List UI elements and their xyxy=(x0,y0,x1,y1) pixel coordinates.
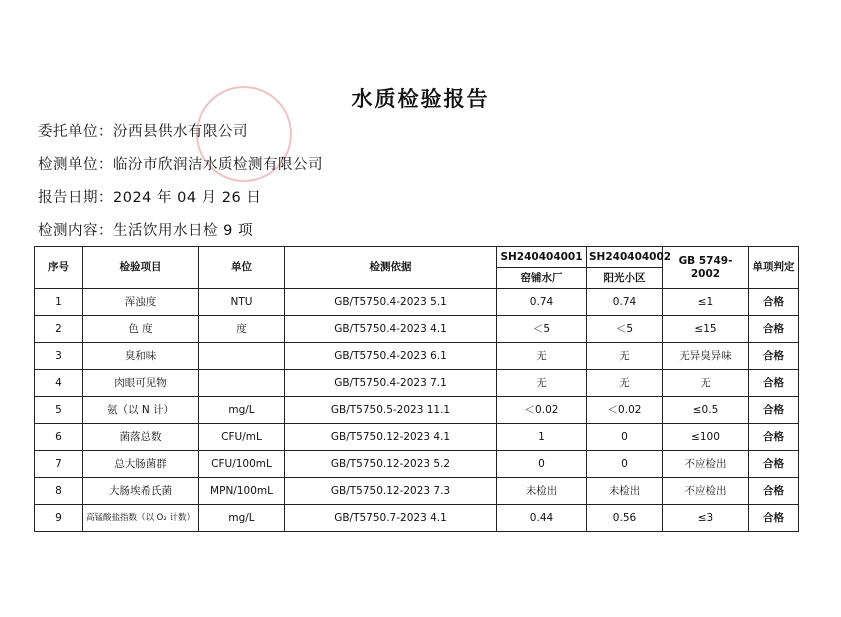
cell-judge: 合格 xyxy=(749,397,799,424)
client-line: 委托单位：汾西县供水有限公司 xyxy=(38,124,248,140)
header-unit: 单位 xyxy=(199,247,285,289)
cell-item: 大肠埃希氏菌 xyxy=(83,478,199,505)
cell-unit: MPN/100mL xyxy=(199,478,285,505)
cell-judge: 合格 xyxy=(749,505,799,532)
cell-limit: ≤3 xyxy=(663,505,749,532)
cell-item: 肉眼可见物 xyxy=(83,370,199,397)
cell-limit: ≤15 xyxy=(663,316,749,343)
cell-sample1: 未检出 xyxy=(497,478,587,505)
content-line: 检测内容：生活饮用水日检 9 项 xyxy=(38,223,253,239)
cell-no: 2 xyxy=(35,316,83,343)
cell-unit: 度 xyxy=(199,316,285,343)
cell-no: 9 xyxy=(35,505,83,532)
cell-sample1: 无 xyxy=(497,343,587,370)
cell-judge: 合格 xyxy=(749,370,799,397)
header-row xyxy=(35,247,799,268)
cell-unit: mg/L xyxy=(199,505,285,532)
cell-sample2: 无 xyxy=(587,370,663,397)
tester-line: 检测单位：临汾市欣润洁水质检测有限公司 xyxy=(38,157,323,173)
cell-limit: 不应检出 xyxy=(663,451,749,478)
table-row xyxy=(35,424,799,451)
cell-item: 氨（以 N 计） xyxy=(83,397,199,424)
cell-basis: GB/T5750.12-2023 5.2 xyxy=(285,451,497,478)
table-row xyxy=(35,478,799,505)
table-row xyxy=(35,505,799,532)
cell-sample1: ＜0.02 xyxy=(497,397,587,424)
cell-sample1: 0 xyxy=(497,451,587,478)
cell-sample1: 1 xyxy=(497,424,587,451)
cell-basis: GB/T5750.4-2023 4.1 xyxy=(285,316,497,343)
results-table xyxy=(34,246,799,532)
header-sample2-code: SH240404002 xyxy=(587,247,663,268)
cell-basis: GB/T5750.4-2023 5.1 xyxy=(285,289,497,316)
cell-no: 7 xyxy=(35,451,83,478)
cell-sample1: ＜5 xyxy=(497,316,587,343)
table-row xyxy=(35,316,799,343)
header-sample1-site: 窑铺水厂 xyxy=(497,268,587,289)
table-row xyxy=(35,370,799,397)
cell-unit xyxy=(199,343,285,370)
cell-unit: CFU/100mL xyxy=(199,451,285,478)
cell-item: 总大肠菌群 xyxy=(83,451,199,478)
cell-basis: GB/T5750.4-2023 7.1 xyxy=(285,370,497,397)
header-basis: 检测依据 xyxy=(285,247,497,289)
cell-sample2: 0 xyxy=(587,424,663,451)
cell-unit: mg/L xyxy=(199,397,285,424)
cell-sample1: 0.74 xyxy=(497,289,587,316)
cell-sample2: 未检出 xyxy=(587,478,663,505)
cell-unit: NTU xyxy=(199,289,285,316)
cell-limit: ≤1 xyxy=(663,289,749,316)
report-title: 水质检验报告 xyxy=(351,87,490,111)
header-standard: GB 5749-2002 xyxy=(663,247,749,289)
cell-judge: 合格 xyxy=(749,478,799,505)
cell-sample1: 0.44 xyxy=(497,505,587,532)
cell-item: 臭和味 xyxy=(83,343,199,370)
cell-judge: 合格 xyxy=(749,343,799,370)
cell-judge: 合格 xyxy=(749,451,799,478)
cell-sample2: ＜5 xyxy=(587,316,663,343)
cell-unit: CFU/mL xyxy=(199,424,285,451)
header-item: 检验项目 xyxy=(83,247,199,289)
cell-limit: ≤0.5 xyxy=(663,397,749,424)
header-judge: 单项判定 xyxy=(749,247,799,289)
cell-basis: GB/T5750.5-2023 11.1 xyxy=(285,397,497,424)
table-row xyxy=(35,289,799,316)
cell-no: 8 xyxy=(35,478,83,505)
cell-no: 1 xyxy=(35,289,83,316)
cell-sample2: 0.74 xyxy=(587,289,663,316)
cell-basis: GB/T5750.4-2023 6.1 xyxy=(285,343,497,370)
cell-no: 4 xyxy=(35,370,83,397)
table-row xyxy=(35,343,799,370)
cell-limit: 不应检出 xyxy=(663,478,749,505)
cell-item: 浑浊度 xyxy=(83,289,199,316)
cell-basis: GB/T5750.12-2023 4.1 xyxy=(285,424,497,451)
header-sample2-site: 阳光小区 xyxy=(587,268,663,289)
cell-limit: 无异臭异味 xyxy=(663,343,749,370)
cell-unit xyxy=(199,370,285,397)
cell-sample2: 无 xyxy=(587,343,663,370)
cell-judge: 合格 xyxy=(749,424,799,451)
cell-sample2: 0.56 xyxy=(587,505,663,532)
cell-basis: GB/T5750.7-2023 4.1 xyxy=(285,505,497,532)
cell-basis: GB/T5750.12-2023 7.3 xyxy=(285,478,497,505)
cell-sample2: ＜0.02 xyxy=(587,397,663,424)
cell-no: 6 xyxy=(35,424,83,451)
date-line: 报告日期：2024 年 04 月 26 日 xyxy=(38,190,262,206)
cell-no: 5 xyxy=(35,397,83,424)
header-sample1-code: SH240404001 xyxy=(497,247,587,268)
cell-item: 菌落总数 xyxy=(83,424,199,451)
cell-judge: 合格 xyxy=(749,316,799,343)
table-row xyxy=(35,397,799,424)
cell-judge: 合格 xyxy=(749,289,799,316)
cell-limit: ≤100 xyxy=(663,424,749,451)
header-no: 序号 xyxy=(35,247,83,289)
cell-limit: 无 xyxy=(663,370,749,397)
cell-item: 色 度 xyxy=(83,316,199,343)
cell-sample1: 无 xyxy=(497,370,587,397)
table-row xyxy=(35,451,799,478)
cell-item: 高锰酸盐指数（以 O₂ 计数） xyxy=(83,505,199,532)
cell-no: 3 xyxy=(35,343,83,370)
cell-sample2: 0 xyxy=(587,451,663,478)
